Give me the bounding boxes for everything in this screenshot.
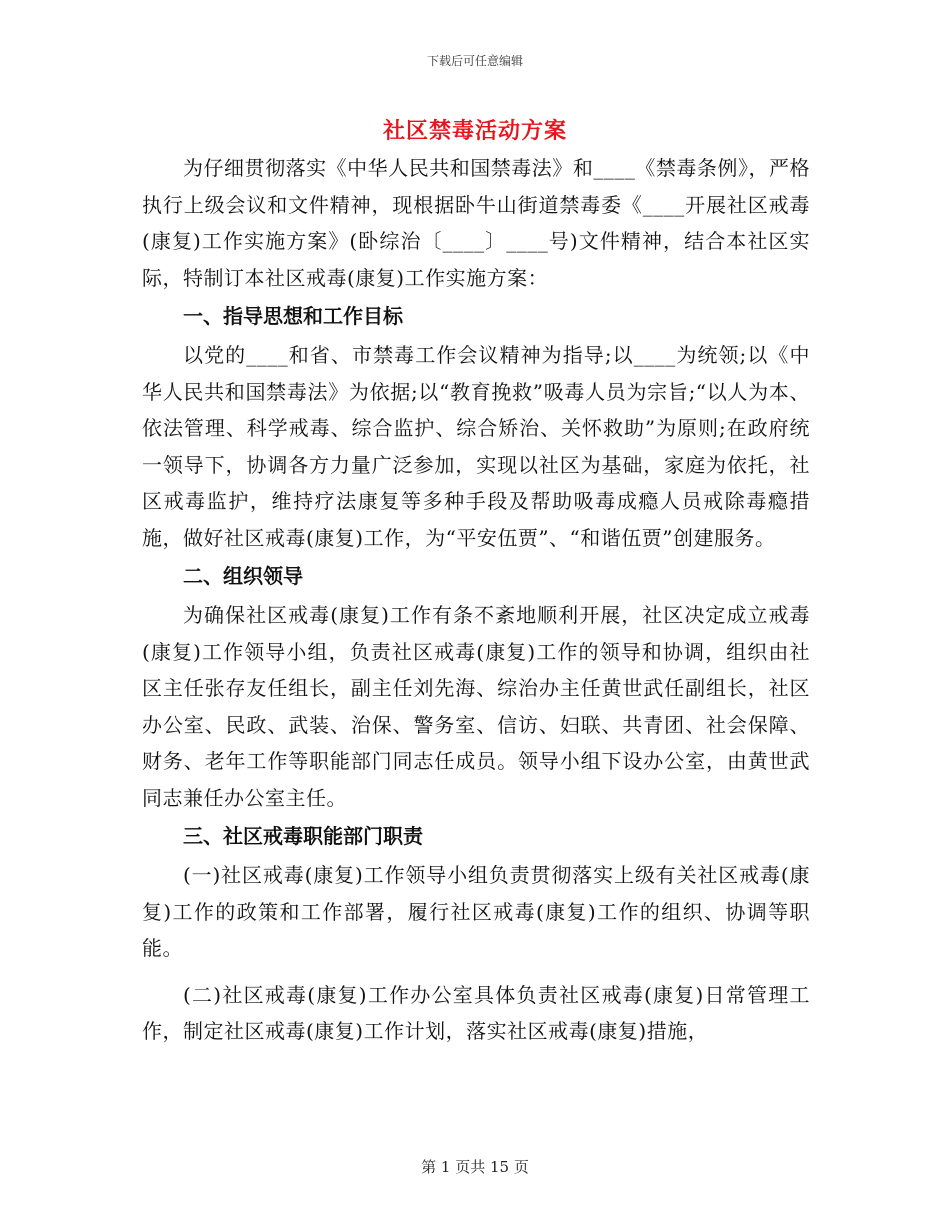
section-1-paragraph-1: 以党的____和省、市禁毒工作会议精神为指导;以____为统领;以《中华人民共和国禁毒法》为依据;以“教育挽救”吸毒人员为宗旨;“以人为本、依法管理、科学戒毒、综合监护、综合矫治、关怀救助”为原则;在政府统一领导下，协调各方力量广泛参加，实现以社区为基础，家庭为依托，社区戒毒监护，维持疗法康复等多种手段及帮助吸毒成瘾人员戒除毒瘾措施，做好社区戒毒(康复)工作，为“平安伍贾”、“和谐伍贾”创建服务。 <box>142 343 810 550</box>
section-1-heading: 一、指导思想和工作目标 <box>183 304 403 328</box>
section-3-paragraph-1: (一)社区戒毒(康复)工作领导小组负责贯彻落实上级有关社区戒毒(康复)工作的政策和工作部署，履行社区戒毒(康复)工作的组织、协调等职能。 <box>142 863 810 960</box>
section-2-heading: 二、组织领导 <box>183 564 303 588</box>
document-title: 社区禁毒活动方案 <box>382 118 567 144</box>
paragraph-gap <box>142 967 810 977</box>
section-3-paragraph-2: (二)社区戒毒(康复)工作办公室具体负责社区戒毒(康复)日常管理工作，制定社区戒毒(康复)工作计划，落实社区戒毒(康复)措施， <box>142 982 810 1043</box>
document-body <box>142 150 810 1050</box>
section-2-paragraph-1: 为确保社区戒毒(康复)工作有条不紊地顺利开展，社区决定成立戒毒(康复)工作领导小组，负责社区戒毒(康复)工作的领导和协调，组织由社区主任张存友任组长，副主任刘先海、综治办主任黄世武任副组长，社区办公室、民政、武装、治保、警务室、信访、妇联、共青团、社会保障、财务、老年工作等职能部门同志任成员。领导小组下设办公室，由黄世武同志兼任办公室主任。 <box>142 603 810 810</box>
section-3-heading: 三、社区戒毒职能部门职责 <box>183 824 423 848</box>
page-footer: 第 1 页共 15 页 <box>421 1158 529 1176</box>
intro-paragraph: 为仔细贯彻落实《中华人民共和国禁毒法》和____《禁毒条例》，严格执行上级会议和文件精神，现根据卧牛山街道禁毒委《____开展社区戒毒(康复)工作实施方案》(卧综治〔____〕____号)文件精神，结合本社区实际，特制订本社区戒毒(康复)工作实施方案： <box>142 156 810 290</box>
page-header: 下载后可任意编辑 <box>426 54 523 68</box>
